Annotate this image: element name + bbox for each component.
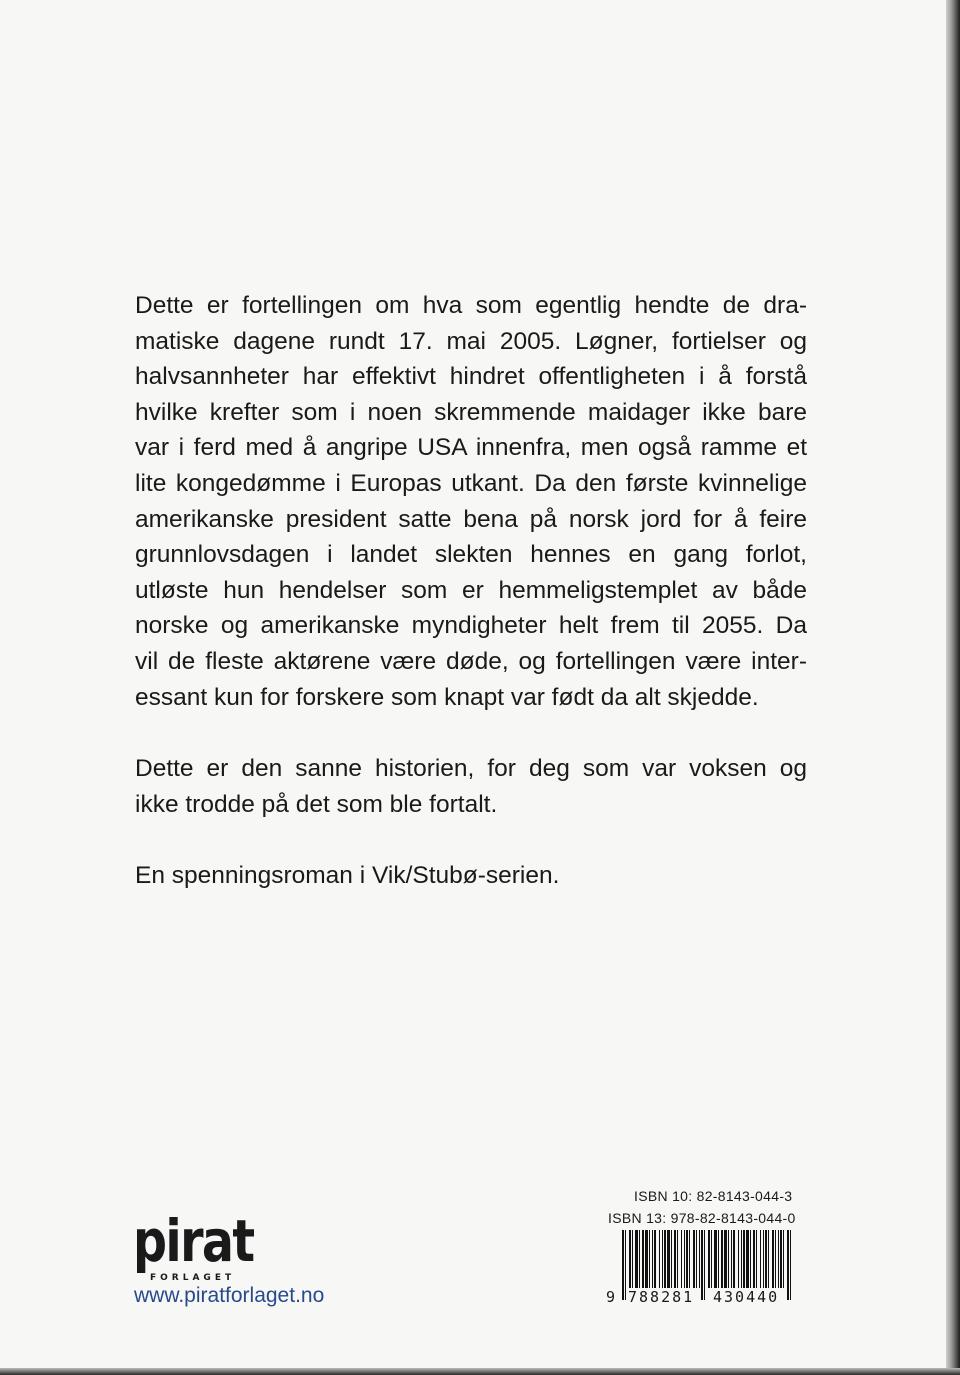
barcode-bar — [664, 1230, 666, 1288]
barcode-bar — [674, 1230, 676, 1288]
barcode-bar — [622, 1230, 624, 1300]
barcode-bar — [659, 1230, 660, 1288]
blurb-line: Dette er fortellingen om hva som egentlig hendte de dra- — [135, 292, 807, 319]
blurb-line: matiske dagene rundt 17. mai 2005. Løgner, fortielser og — [135, 327, 807, 355]
barcode-bar — [625, 1230, 626, 1300]
barcode-bar — [714, 1230, 717, 1288]
barcode-digits-left: 788281 — [628, 1288, 695, 1306]
barcode-bar — [667, 1230, 670, 1288]
barcode-bar — [632, 1230, 633, 1288]
barcode-bar — [738, 1230, 739, 1288]
barcode-bar — [693, 1230, 695, 1288]
barcode-bar — [662, 1230, 663, 1288]
publisher-logo-subtitle: FORLAGET — [150, 1273, 236, 1283]
isbn-13: ISBN 13: 978-82-8143-044-0 — [608, 1210, 796, 1226]
isbn-10: ISBN 10: 82-8143-044-3 — [634, 1188, 793, 1204]
barcode-bar — [645, 1230, 648, 1288]
barcode-bar — [772, 1230, 774, 1288]
barcode-bar — [642, 1230, 644, 1288]
barcode-bar — [731, 1230, 732, 1288]
blurb-line: vil de fleste aktørene være døde, og fortellingen være inter- — [135, 647, 807, 675]
barcode-bar — [639, 1230, 640, 1288]
blurb-line: utløste hun hendelser som er hemmeligstemplet av både — [135, 576, 807, 604]
barcode-bar — [746, 1230, 749, 1288]
barcode-bar — [718, 1230, 719, 1288]
barcode-bar — [750, 1230, 751, 1288]
blurb-line: norske og amerikanske myndigheter helt frem til 2055. Da — [135, 612, 807, 640]
barcode-digits-right: 430440 — [713, 1288, 780, 1306]
barcode-bar — [790, 1230, 791, 1300]
barcode-bar — [741, 1230, 742, 1288]
barcode-bar — [780, 1230, 782, 1288]
publisher-logo: pirat — [133, 1207, 254, 1275]
blurb-line: hvilke krefter som i noen skremmende maidager ikke bare — [135, 398, 807, 426]
barcode-bar — [699, 1230, 700, 1288]
blurb-line: Dette er den sanne historien, for deg som var voksen og — [135, 755, 807, 783]
barcode-bar — [696, 1230, 697, 1288]
barcode-bar — [728, 1230, 729, 1288]
barcode-bar — [783, 1230, 784, 1288]
cover-edge-right — [946, 0, 960, 1375]
barcode-bar — [684, 1230, 685, 1288]
blurb-line: halvsannheter har effektivt hindret offentligheten i å forstå — [135, 363, 807, 391]
barcode-bar — [768, 1230, 769, 1288]
blurb-line: amerikanske president satte bena på norsk jord for å feire — [135, 505, 807, 533]
blurb-line: grunnlovsdagen i landet slekten hennes en gang forlot, — [135, 541, 807, 569]
barcode-bar — [708, 1230, 710, 1288]
barcode-bar — [756, 1230, 757, 1288]
barcode-bar — [753, 1230, 755, 1288]
barcode-bar — [649, 1230, 650, 1288]
blurb-line: En spenningsroman i Vik/Stubø-serien. — [135, 862, 560, 890]
barcode-bar — [765, 1230, 767, 1288]
barcode-bar — [711, 1230, 712, 1288]
cover-edge-bottom — [0, 1368, 960, 1375]
barcode-bar — [677, 1230, 678, 1288]
barcode-bar — [743, 1230, 745, 1288]
blurb-paragraph-1 — [135, 288, 807, 715]
barcode-bar — [733, 1230, 735, 1288]
barcode-bar — [652, 1230, 653, 1288]
barcode-bar — [686, 1230, 688, 1288]
blurb-paragraph-3 — [135, 858, 807, 894]
barcode-bar — [760, 1230, 761, 1288]
barcode-bar — [763, 1230, 764, 1288]
blurb-text — [135, 288, 807, 894]
barcode-bar — [635, 1230, 638, 1288]
barcode-bar — [787, 1230, 789, 1300]
blurb-line: essant kun for forskere som knapt var født da alt skjedde. — [135, 683, 759, 711]
barcode-bar — [721, 1230, 723, 1288]
barcode-bar — [778, 1230, 779, 1288]
barcode-bar — [654, 1230, 656, 1288]
barcode-bar — [681, 1230, 682, 1288]
blurb-line: var i ferd med å angripe USA innenfra, men også ramme et — [135, 434, 807, 462]
barcode-bar — [629, 1230, 631, 1288]
barcode-bar — [724, 1230, 727, 1288]
blurb-line: ikke trodde på det som ble fortalt. — [135, 790, 498, 818]
publisher-website: www.piratforlaget.no — [134, 1284, 325, 1307]
barcode-bar — [701, 1230, 703, 1300]
blurb-line: lite kongedømme i Europas utkant. Da den første kvinnelige — [135, 469, 807, 497]
barcode-bar — [704, 1230, 705, 1300]
barcode-bar — [775, 1230, 776, 1288]
barcode-digit-first: 9 — [606, 1288, 616, 1306]
blurb-paragraph-2 — [135, 751, 807, 822]
barcode-bar — [689, 1230, 690, 1288]
barcode-bar — [671, 1230, 672, 1288]
